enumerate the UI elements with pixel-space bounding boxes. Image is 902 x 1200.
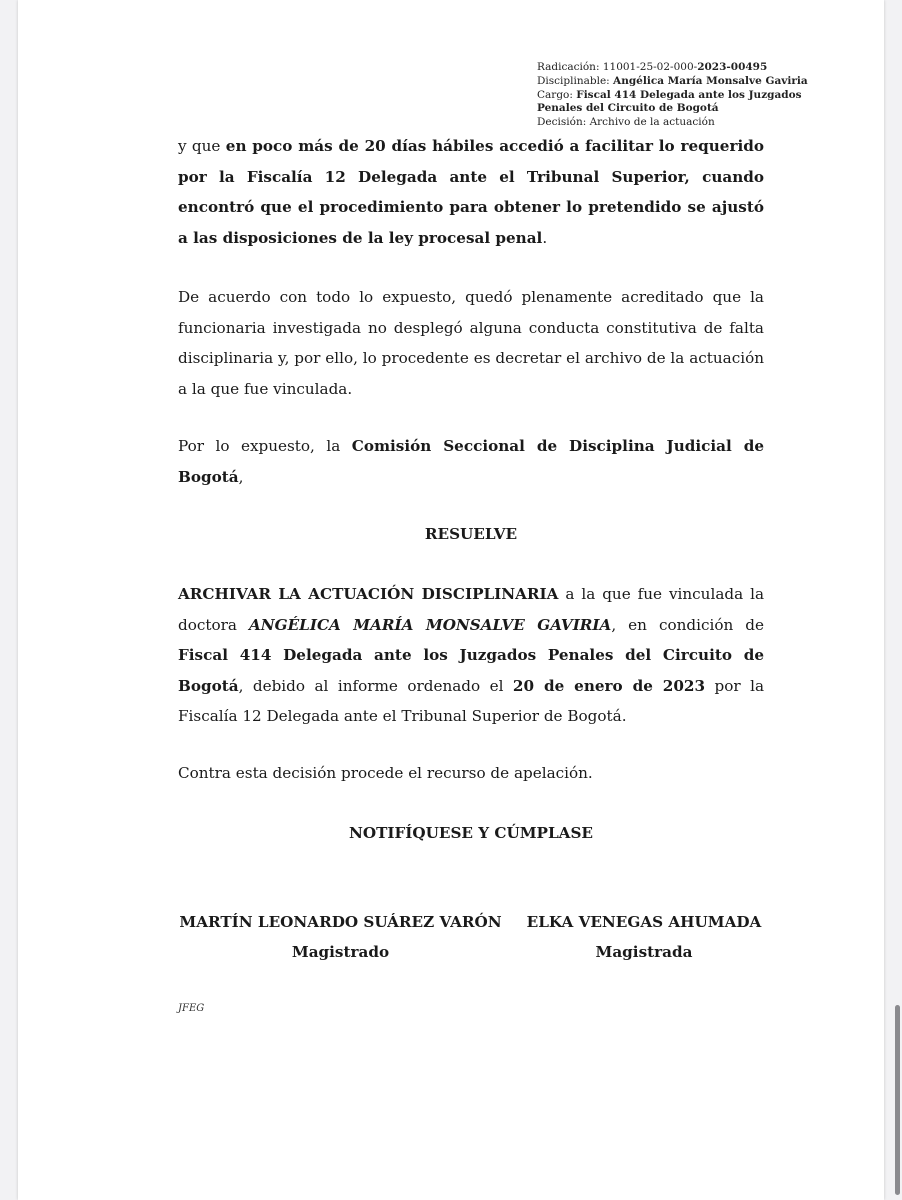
para4-bold-1: ARCHIVAR LA ACTUACIÓN DISCIPLINARIA <box>178 585 559 603</box>
para3-bold-1: Comisión Seccional de Disciplina Judicial de Bogotá <box>178 437 764 486</box>
disciplinable-value: Angélica María Monsalve Gaviria <box>613 74 808 87</box>
para2-text: De acuerdo con todo lo expuesto, quedó plenamente acreditado que la funcionaria investigada no desplegó alguna conducta constitutiva de falta disciplinaria y, por ello, lo procedente es decretar el archivo de la actuación a la que fue vinculada. <box>178 288 764 398</box>
signature-block-2 <box>524 913 764 961</box>
drafter-initials: JFEG <box>178 1003 205 1014</box>
para4-bold-2: Fiscal 414 Delegada ante los Juzgados Penales del Circuito de Bogotá <box>178 646 764 695</box>
header-disciplinable <box>537 75 837 89</box>
header-decision <box>537 116 837 130</box>
header-radicacion <box>537 61 837 75</box>
header-cargo <box>537 89 837 117</box>
signature-block-1 <box>178 913 503 961</box>
resuelve-heading: RESUELVE <box>424 525 518 543</box>
decision-label: Decisión: <box>537 116 590 129</box>
document-header <box>537 61 837 130</box>
para1-text-1: y que <box>178 137 226 155</box>
signature-name-1: MARTÍN LEONARDO SUÁREZ VARÓN <box>179 913 502 931</box>
para3-text-2: , <box>238 467 244 486</box>
paragraph-2 <box>178 282 764 404</box>
radicacion-label: Radicación: <box>537 61 603 73</box>
disciplinable-label: Disciplinable: <box>537 74 614 87</box>
signature-name-2: ELKA VENEGAS AHUMADA <box>526 913 762 931</box>
para4-text-3: , debido al informe ordenado el <box>238 676 513 695</box>
cargo-label: Cargo: <box>537 88 577 101</box>
cargo-value: Fiscal 414 Delegada ante los Juzgados Penales del Circuito de Bogotá <box>537 88 802 115</box>
para4-text-2: , en condición de <box>611 615 764 634</box>
radicacion-prefix: 11001-25-02-000- <box>602 61 698 73</box>
document-page <box>18 0 884 1200</box>
para5-text: Contra esta decisión procede el recurso de apelación. <box>178 764 593 782</box>
para3-text-1: Por lo expuesto, la <box>178 437 352 455</box>
signature-title-1: Magistrado <box>291 943 390 961</box>
para4-bold-date: 20 de enero de 2023 <box>512 676 706 695</box>
para4-bold-italic-name: ANGÉLICA MARÍA MONSALVE GAVIRIA <box>248 615 612 634</box>
vertical-scrollbar[interactable] <box>895 1005 900 1195</box>
paragraph-5 <box>178 758 764 789</box>
para1-bold-1: en poco más de 20 días hábiles accedió a facilitar lo requerido por la Fiscalía 12 Delegada ante el Tribunal Superior, cuando encontró que el procedimiento para obtener lo pretendido se ajustó a las disposiciones de la ley procesal penal <box>178 137 764 247</box>
paragraph-1 <box>178 131 764 253</box>
paragraph-3 <box>178 431 764 492</box>
para4-text-1: a la que fue vinculada la doctora <box>178 585 764 634</box>
para4-text-4: por la Fiscalía 12 Delegada ante el Tribunal Superior de Bogotá. <box>178 676 764 725</box>
notifiquese-heading: NOTIFÍQUESE Y CÚMPLASE <box>349 824 593 842</box>
paragraph-4 <box>178 579 764 732</box>
signature-title-2: Magistrada <box>595 943 693 961</box>
radicacion-number: 2023-00495 <box>697 61 768 73</box>
para1-text-2: . <box>542 228 548 247</box>
decision-value: Archivo de la actuación <box>589 116 715 129</box>
